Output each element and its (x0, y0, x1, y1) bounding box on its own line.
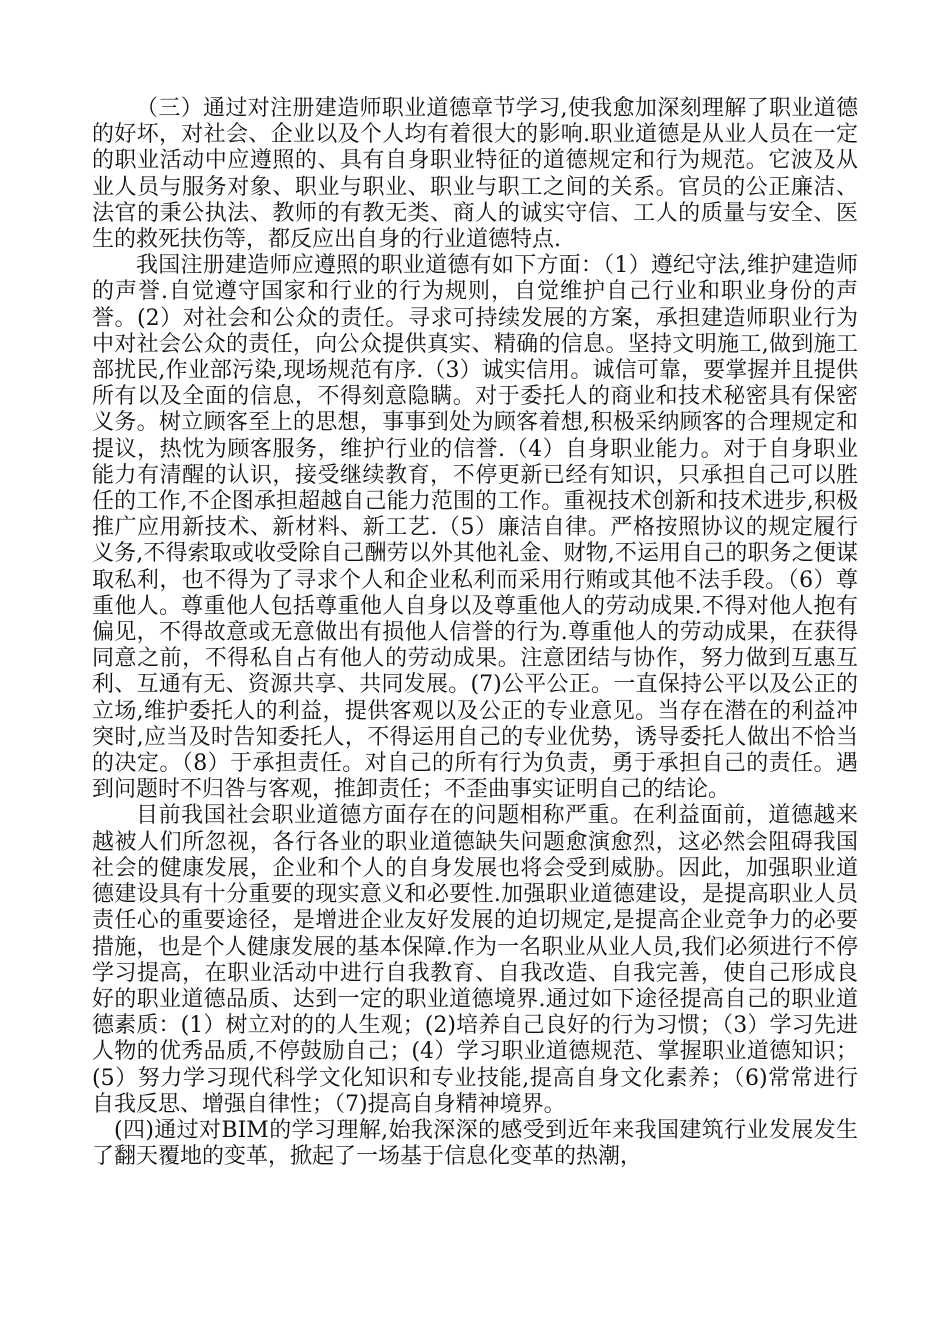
paragraph-current-problems: 目前我国社会职业道德方面存在的问题相称严重。在利益面前，道德越来越被人们所忽视，各行各业的职业道德缺失问题愈演愈烈，这必然会阻碍我国社会的健康发展，企业和个人的自身发展也将会受到威胁。因此，加强职业道德建设具有十分重要的现实意义和必要性.加强职业道德建设，是提高职业人员责任心的重要途径，是增进企业友好发展的迫切规定,是提高企业竞争力的必要措施，也是个人健康发展的基本保障.作为一名职业从业人员,我们必须进行不停学习提高，在职业活动中进行自我教育、自我改造、自我完善，使自己形成良好的职业道德品质、达到一定的职业道德境界.通过如下途径提高自己的职业道德素质：(1）树立对的的人生观；(2)培养自己良好的行为习惯；（3）学习先进人物的优秀品质,不停鼓励自己；(4）学习职业道德规范、掌握职业道德知识；(5）努力学习现代科学文化知识和专业技能,提高自身文化素养；（6)常常进行自我反思、增强自律性；（7)提高自身精神境界。 (92, 803, 858, 1117)
document-body (92, 96, 858, 1170)
paragraph-ethics-study: （三）通过对注册建造师职业道德章节学习,使我愈加深刻理解了职业道德的好坏，对社会、企业以及个人均有着很大的影响.职业道德是从业人员在一定的职业活动中应遵照的、具有自身职业特征的道德规定和行为规范。它波及从业人员与服务对象、职业与职业、职业与职工之间的关系。官员的公正廉洁、法官的秉公执法、教师的有教无类、商人的诚实守信、工人的质量与安全、医生的救死扶伤等，都反应出自身的行业道德特点. (92, 96, 858, 253)
paragraph-bim-study: (四)通过对BIM的学习理解,始我深深的感受到近年来我国建筑行业发展发生了翻天覆地的变革，掀起了一场基于信息化变革的热潮， (92, 1117, 858, 1170)
paragraph-builder-ethics-aspects: 我国注册建造师应遵照的职业道德有如下方面：（1）遵纪守法,维护建造师的声誉.自觉遵守国家和行业的行为规则，自觉维护自己行业和职业身份的声誉。(2）对社会和公众的责任。寻求可持续发展的方案，承担建造师职业行为中对社会公众的责任，向公众提供真实、精确的信息。坚持文明施工,做到施工部扰民,作业部污染,现场规范有序.（3）诚实信用。诚信可靠，要掌握并且提供所有以及全面的信息，不得刻意隐瞒。对于委托人的商业和技术秘密具有保密义务。树立顾客至上的思想，事事到处为顾客着想,积极采纳顾客的合理规定和提议，热忱为顾客服务，维护行业的信誉.（4）自身职业能力。对于自身职业能力有清醒的认识，接受继续教育，不停更新已经有知识，只承担自己可以胜任的工作,不企图承担超越自己能力范围的工作。重视技术创新和技术进步,积极推广应用新技术、新材料、新工艺.（5）廉洁自律。严格按照协议的规定履行义务,不得索取或收受除自己酬劳以外其他礼金、财物,不运用自己的职务之便谋取私利，也不得为了寻求个人和企业私利而采用行贿或其他不法手段。（6）尊重他人。尊重他人包括尊重他人自身以及尊重他人的劳动成果.不得对他人抱有偏见，不得故意或无意做出有损他人信誉的行为.尊重他人的劳动成果，在获得同意之前，不得私自占有他人的劳动成果。注意团结与协作，努力做到互惠互利、互通有无、资源共享、共同发展。(7)公平公正。一直保持公平以及公正的立场,维护委托人的利益，提供客观以及公正的专业意见。当存在潜在的利益冲突时,应当及时告知委托人，不得运用自己的专业优势，诱导委托人做出不恰当的决定。（8）于承担责任。对自己的所有行为负责，勇于承担自己的责任。遇到问题时不归咎与客观，推卸责任；不歪曲事实证明自己的结论。 (92, 253, 858, 803)
